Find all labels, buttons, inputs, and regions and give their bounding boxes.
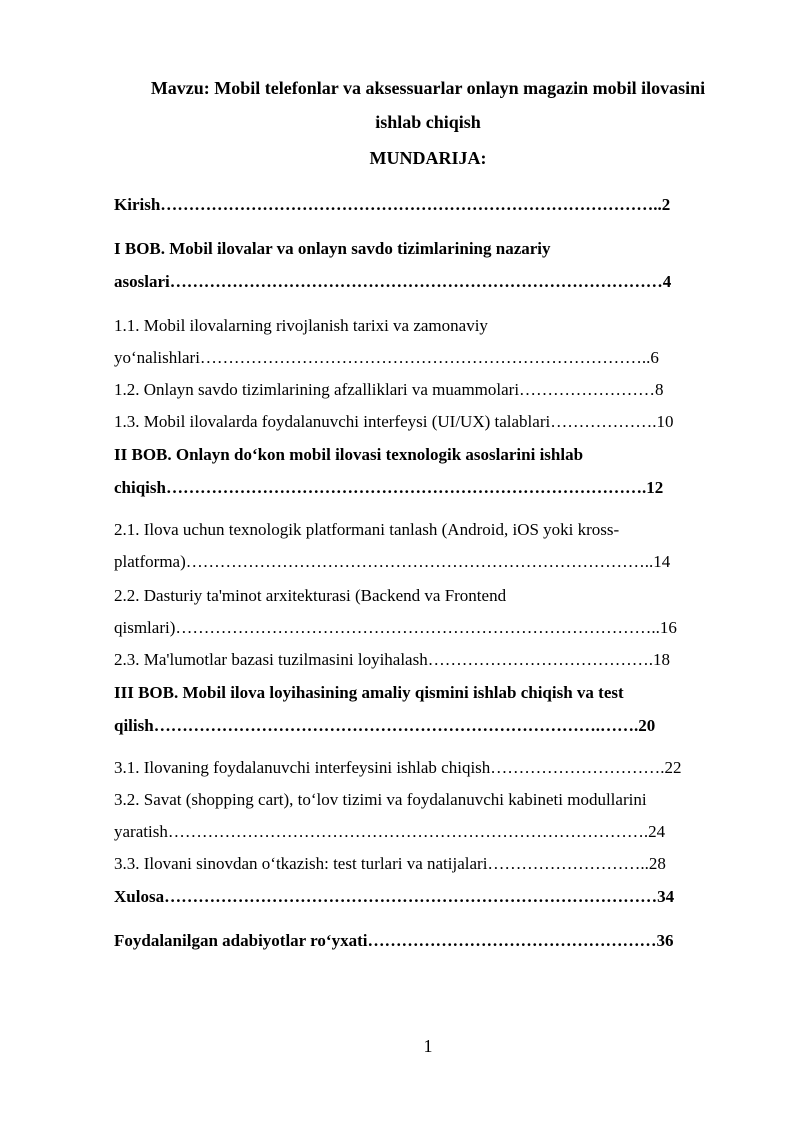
toc-entry-2-1-line2: platforma)………………………………………………………………………..14: [114, 552, 671, 571]
toc-entry-adabiyotlar: Foydalanilgan adabiyotlar ro‘yxati……………………………………………36: [114, 931, 674, 950]
toc-entry-kirish: Kirish……………………………………………………………………………..2: [114, 195, 671, 214]
toc-entry-bob2-line1: II BOB. Onlayn do‘kon mobil ilovasi texnologik asoslarini ishlab: [114, 445, 584, 464]
page-number: 1: [423, 1036, 433, 1056]
toc-entry-bob1-line2: asoslari……………………………………………………………………………4: [114, 272, 672, 291]
toc-entry-3-1: 3.1. Ilovaning foydalanuvchi interfeysini ishlab chiqish………………………….22: [114, 758, 682, 777]
toc-entry-3-2-line1: 3.2. Savat (shopping cart), to‘lov tizimi va foydalanuvchi kabineti modullarini: [114, 790, 647, 809]
toc-entry-1-1-line1: 1.1. Mobil ilovalarning rivojlanish tarixi va zamonaviy: [114, 316, 488, 335]
toc-entry-1-3: 1.3. Mobil ilovalarda foydalanuvchi interfeysi (UI/UX) talablari……………….10: [114, 412, 674, 431]
toc-entry-bob2-line2: chiqish………………………………………………………………………….12: [114, 478, 664, 497]
toc-entry-3-2-line2: yaratish………………………………………………………………………….24: [114, 822, 666, 841]
toc-entry-1-1-line2: yo‘nalishlari……………………………………………………………………..6: [114, 348, 659, 367]
toc-entry-2-2-line1: 2.2. Dasturiy ta'minot arxitekturasi (Backend va Frontend: [114, 586, 507, 605]
toc-entry-xulosa: Xulosa……………………………………………………………………………34: [114, 887, 675, 906]
contents-heading: MUNDARIJA:: [369, 148, 487, 168]
document-title-line-1: Mavzu: Mobil telefonlar va aksessuarlar onlayn magazin mobil ilovasini: [150, 78, 706, 98]
document-title-line-2: ishlab chiqish: [375, 112, 481, 132]
toc-entry-2-1-line1: 2.1. Ilova uchun texnologik platformani tanlash (Android, iOS yoki kross-: [114, 520, 620, 539]
toc-entry-1-2: 1.2. Onlayn savdo tizimlarining afzalliklari va muammolari……………………8: [114, 380, 664, 399]
toc-entry-3-3: 3.3. Ilovani sinovdan o‘tkazish: test turlari va natijalari………………………..28: [114, 854, 666, 873]
toc-entry-bob3-line1: III BOB. Mobil ilova loyihasining amaliy qismini ishlab chiqish va test: [114, 683, 624, 702]
toc-entry-2-2-line2: qismlari)…………………………………………………………………………..16: [114, 618, 677, 637]
toc-entry-bob1-line1: I BOB. Mobil ilovalar va onlayn savdo tizimlarining nazariy: [114, 239, 551, 258]
toc-entry-bob3-line2: qilish…………………………………………………………………….…….20: [114, 716, 656, 735]
toc-entry-2-3: 2.3. Ma'lumotlar bazasi tuzilmasini loyihalash………………………………….18: [114, 650, 670, 669]
